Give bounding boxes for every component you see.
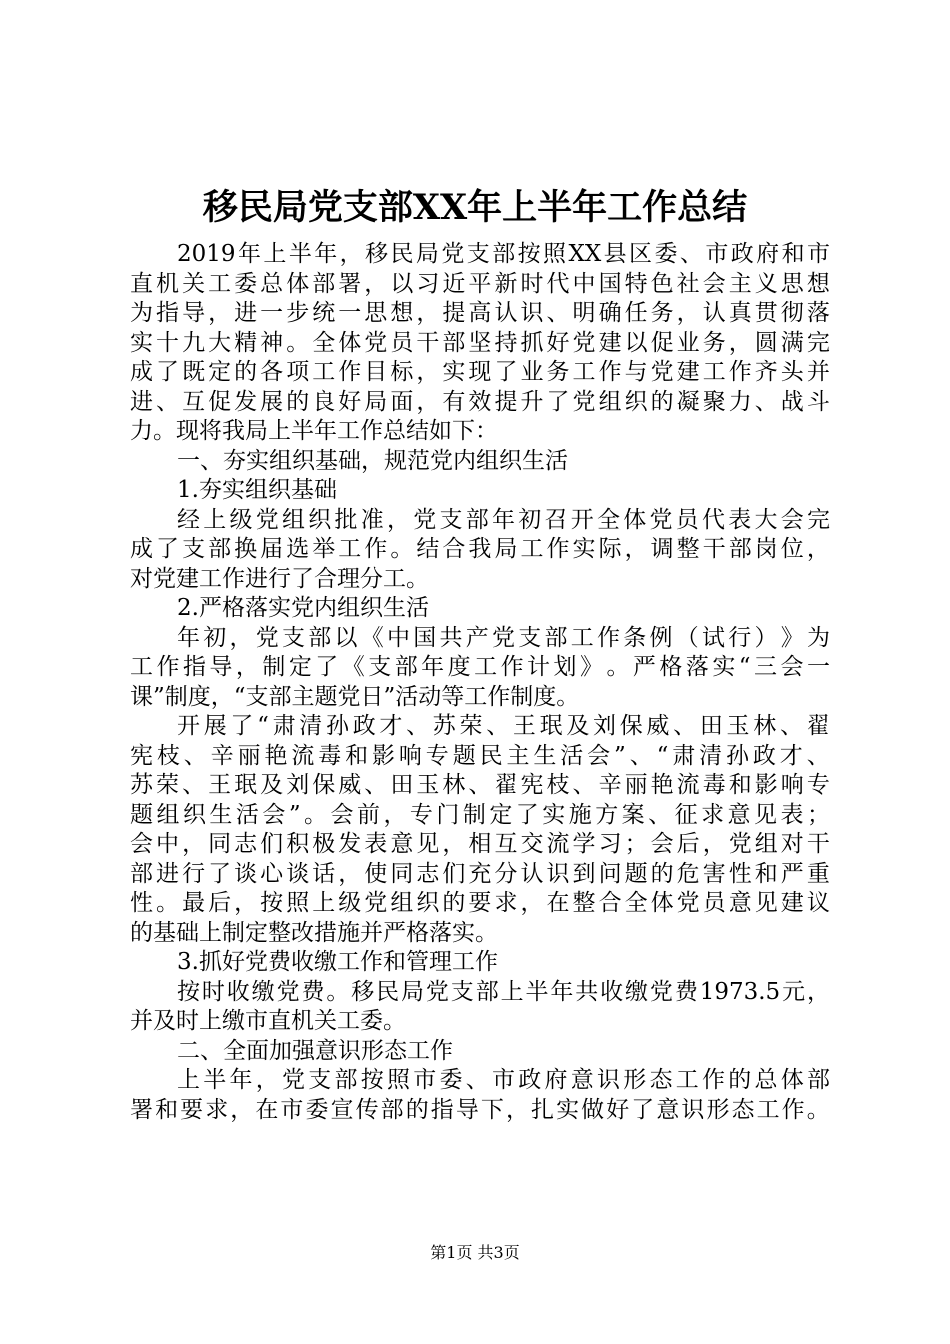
text-line: 题 组 织 生 活 会 ” 。 会 前 ， 专 门 制 定 了 实 施 方 案 、 征 求 意 见 表 ；: [130, 801, 830, 828]
text-line: 按 时 收 缴 党 费 。 移 民 局 党 支 部 上 半 年 共 收 缴 党 费 1973.5 元 ，: [177, 978, 830, 1005]
text-line: 成 了 既 定 的 各 项 工 作 目 标 ， 实 现 了 业 务 工 作 与 党 建 工 作 齐 头 并: [130, 359, 830, 385]
text-line: 直 机 关 工 委 总 体 部 署 ， 以 习 近 平 新 时 代 中 国 特 色 社 会 主 义 思 想: [130, 270, 830, 297]
text-line: 为 指 导 ， 进 一 步 统 一 思 想 ， 提 高 认 识 、 明 确 任 务 ， 认 真 贯 彻 落: [130, 300, 830, 326]
text-line: 力。现将我局上半年工作总结如下：: [130, 418, 498, 444]
text-line: 课”制度，“支部主题党日”活动等工作制度。: [130, 683, 580, 710]
text-line: 会 中 ， 同 志 们 积 极 发 表 意 见 ， 相 互 交 流 学 习 ； 会 后 ， 党 组 对 干: [130, 831, 830, 857]
page-footer: 第1页 共3页: [430, 1243, 520, 1262]
text-line: 成 了 支 部 换 届 选 举 工 作 。 结 合 我 局 工 作 实 际 ， 调 整 干 部 岗 位 ，: [130, 536, 830, 562]
text-line: 并及时上缴市直机关工委。: [130, 1008, 406, 1034]
text-line: 上 半 年 ， 党 支 部 按 照 市 委 、 市 政 府 意 识 形 态 工 作 的 总 体 部: [177, 1067, 830, 1093]
text-line: 的基础上制定整改措施并严格落实。: [130, 919, 498, 946]
text-line: 进 、 互 促 发 展 的 良 好 局 面 ， 有 效 提 升 了 党 组 织 的 凝 聚 力 、 战 斗: [130, 388, 830, 415]
text-line: 年 初 ， 党 支 部 以 《 中 国 共 产 党 支 部 工 作 条 例 （ 试 行 ） 》 为: [177, 624, 830, 651]
text-line: 经 上 级 党 组 织 批 准 ， 党 支 部 年 初 召 开 全 体 党 员 代 表 大 会 完: [177, 506, 830, 533]
text-line: 工 作 指 导 ， 制 定 了 《 支 部 年 度 工 作 计 划 》 。 严 格 落 实 “ 三 会 一: [130, 654, 830, 680]
document-body: [130, 240, 830, 1125]
text-line: 实 十 九 大 精 神 。 全 体 党 员 干 部 坚 持 抓 好 党 建 以 促 业 务 ， 圆 满 完: [130, 329, 830, 356]
text-line: 署 和 要 求 ， 在 市 委 宣 传 部 的 指 导 下 ， 扎 实 做 好 了 意 识 形 态 工 作 。: [130, 1096, 830, 1123]
text-line: 3.抓好党费收缴工作和管理工作: [177, 949, 498, 975]
document-title: 移民局党支部XX年上半年工作总结: [202, 187, 748, 228]
text-line: 苏 荣 、 王 珉 及 刘 保 威 、 田 玉 林 、 翟 宪 枝 、 辛 丽 艳 流 毒 和 影 响 专: [130, 772, 830, 798]
text-line: 宪 枝 、 辛 丽 艳 流 毒 和 影 响 专 题 民 主 生 活 会 ” 、 “ 肃 清 孙 政 才 、: [130, 742, 830, 769]
text-line: 2019 年 上 半 年 ， 移 民 局 党 支 部 按 照 XX 县 区 委 、 市 政 府 和 市: [177, 241, 830, 267]
text-line: 性 。 最 后 ， 按 照 上 级 党 组 织 的 要 求 ， 在 整 合 全 体 党 员 意 见 建 议: [130, 890, 830, 916]
text-line: 对党建工作进行了合理分工。: [130, 565, 429, 592]
text-line: 一、夯实组织基础，规范党内组织生活: [177, 447, 568, 474]
text-line: 部 进 行 了 谈 心 谈 话 ， 使 同 志 们 充 分 认 识 到 问 题 的 危 害 性 和 严 重: [130, 860, 830, 887]
text-line: 二、全面加强意识形态工作: [177, 1037, 453, 1064]
text-line: 2.严格落实党内组织生活: [177, 595, 429, 621]
text-line: 1.夯实组织基础: [177, 477, 337, 503]
text-line: 开 展 了 “ 肃 清 孙 政 才 、 苏 荣 、 王 珉 及 刘 保 威 、 田 玉 林 、 翟: [177, 713, 830, 739]
